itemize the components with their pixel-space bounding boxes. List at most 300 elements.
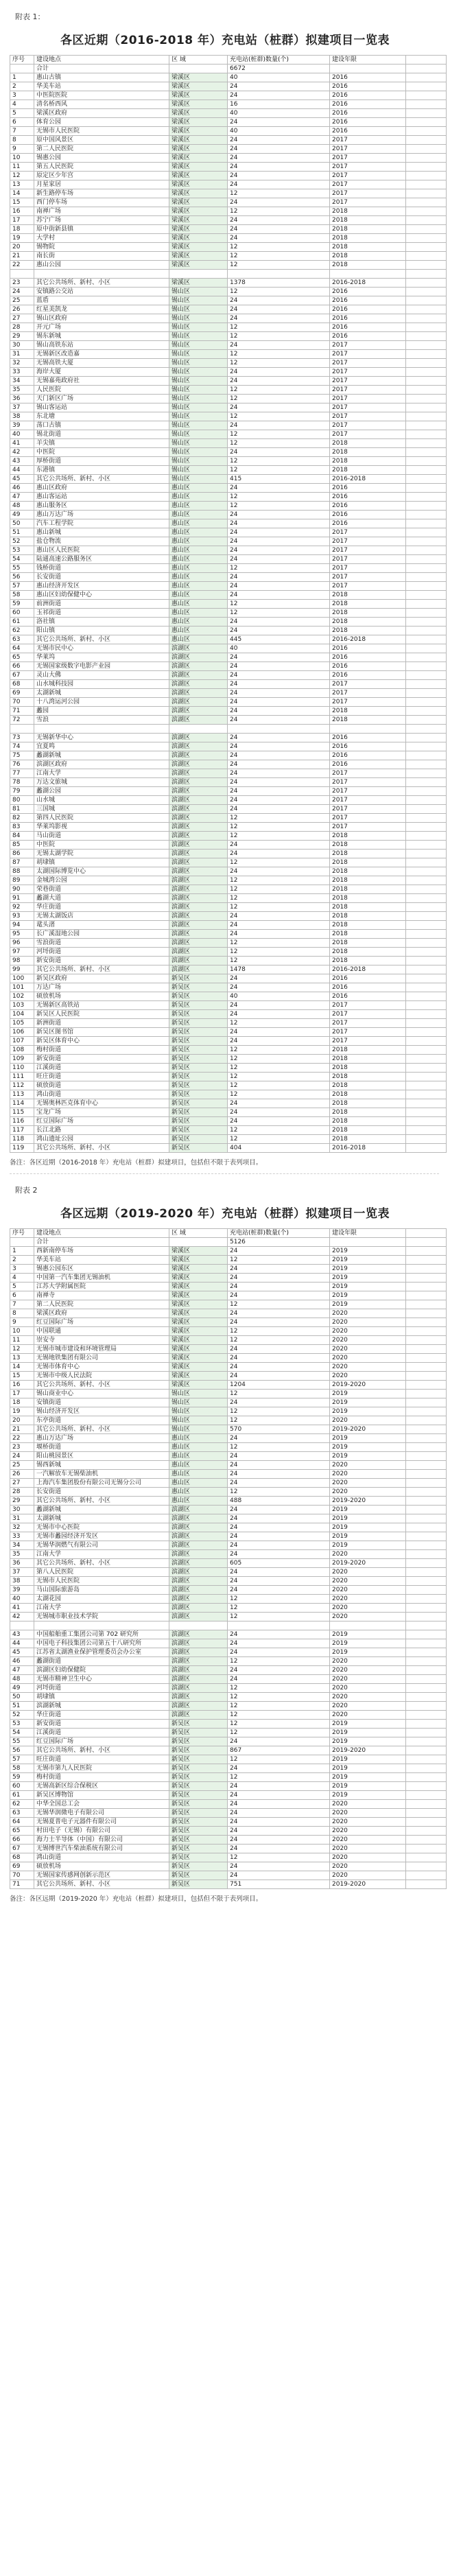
empty-cell [406,1283,447,1291]
cell-location: 长广溪湿地公园 [34,930,169,939]
table-row [10,555,447,564]
cell-location: 华美车站 [34,82,169,91]
cell-location: 惠山区政府 [34,484,169,493]
cell-count: 24 [228,1827,330,1836]
table-row [10,983,447,992]
cell-count: 12 [228,1046,330,1055]
empty-cell [406,457,447,466]
cell-count: 12 [228,395,330,403]
table-row [10,484,447,493]
cell-year: 2017 [330,163,406,172]
cell-year: 2016 [330,511,406,519]
cell-district: 梁溪区 [169,154,228,163]
cell-location: 华美车站 [34,1256,169,1265]
cell-district: 新吴区 [169,1135,228,1144]
empty-cell [406,1416,447,1425]
cell-index: 84 [10,832,34,841]
table-row [10,698,447,707]
cell-count: 24 [228,1532,330,1541]
empty-cell [406,305,447,314]
cell-location: 新吴区图书馆 [34,1028,169,1037]
cell-location: 中医院 [34,841,169,850]
empty-cell [406,1144,447,1153]
cell-location: 其它公共场所、新村、小区 [34,1880,169,1889]
table-row [10,1497,447,1506]
cell-index: 4 [10,1274,34,1283]
cell-location: 旺庄街道 [34,1073,169,1081]
cell-count: 12 [228,1693,330,1702]
empty-cell [406,787,447,796]
cell-index: 111 [10,1073,34,1081]
cell-district: 梁溪区 [169,189,228,198]
cell-count: 12 [228,939,330,948]
cell-location: 其它公共场所、新村、小区 [34,1144,169,1153]
cell-index: 6 [10,118,34,127]
table-row [10,1001,447,1010]
cell-count: 24 [228,225,330,234]
cell-index: 35 [10,386,34,395]
cell-index: 90 [10,885,34,894]
cell-count [228,270,330,279]
cell-year: 2016 [330,519,406,528]
cell-year: 2016 [330,653,406,662]
table-row [10,1845,447,1853]
cell-district: 新吴区 [169,1791,228,1800]
cell-index: 7 [10,1300,34,1309]
cell-year: 2017 [330,154,406,163]
cell-year [330,1621,406,1630]
cell-index: 73 [10,734,34,742]
cell-index: 117 [10,1126,34,1135]
empty-cell [406,100,447,109]
cell-index: 39 [10,1586,34,1595]
attachment2-note: 备注：各区远期（2019-2020 年）充电站（桩群）拟建项目，包括但不限于表列项目。 [10,1895,263,1903]
cell-count: 24 [228,1318,330,1327]
empty-cell [406,591,447,600]
cell-district: 滨湖区 [169,1532,228,1541]
cell-index: 82 [10,814,34,823]
cell-location: 江苏大学附属医院 [34,1283,169,1291]
cell-index: 96 [10,939,34,948]
cell-location: 惠山万达广场 [34,511,169,519]
cell-location: 第二人民医院 [34,145,169,154]
empty-cell [406,502,447,511]
cell-location: 太湖国际博览中心 [34,867,169,876]
empty-cell [406,1064,447,1073]
cell-year: 2019-2020 [330,1559,406,1568]
cell-index: 15 [10,198,34,207]
cell-district: 梁溪区 [169,82,228,91]
cell-count: 751 [228,1880,330,1889]
table-row [10,1238,447,1247]
table-row [10,778,447,787]
cell-district: 新吴区 [169,1862,228,1871]
cell-index: 70 [10,698,34,707]
empty-cell [406,1381,447,1390]
empty-cell [406,261,447,270]
cell-year: 2016 [330,644,406,653]
cell-index: 58 [10,591,34,600]
empty-cell [406,1630,447,1639]
empty-cell [406,1081,447,1090]
table-row [10,252,447,261]
empty-cell [406,644,447,653]
table-row [10,1836,447,1845]
empty-cell [406,91,447,100]
cell-location: 无锡国家传感网创新示范区 [34,1871,169,1880]
cell-index: 19 [10,1407,34,1416]
cell-index [10,1621,34,1630]
cell-index: 91 [10,894,34,903]
cell-district: 锡山区 [169,368,228,377]
cell-year [330,1238,406,1247]
cell-location: 锡山区政府 [34,314,169,323]
cell-district: 滨湖区 [169,930,228,939]
cell-location: 前洲街道 [34,600,169,609]
cell-index: 30 [10,341,34,350]
table-row [10,1108,447,1117]
cell-district: 惠山区 [169,493,228,502]
cell-district: 新吴区 [169,1117,228,1126]
cell-district: 锡山区 [169,475,228,484]
cell-year: 2017 [330,546,406,555]
cell-count: 6672 [228,65,330,73]
empty-cell [406,1880,447,1889]
cell-index: 21 [10,1425,34,1434]
empty-cell [406,1470,447,1479]
empty-cell [406,689,447,698]
cell-district: 滨湖区 [169,1568,228,1577]
cell-year: 2018 [330,912,406,921]
cell-district: 新吴区 [169,1853,228,1862]
cell-count: 12 [228,894,330,903]
cell-year: 2019 [330,1720,406,1729]
cell-location: 无锡市民中心 [34,644,169,653]
empty-cell [406,1497,447,1506]
cell-count: 570 [228,1425,330,1434]
empty-cell [406,270,447,279]
cell-location: 海力士半导体（中国）有限公司 [34,1836,169,1845]
table-row [10,867,447,876]
cell-index: 114 [10,1099,34,1108]
cell-location: 鼋头渚 [34,921,169,930]
table-row [10,573,447,582]
cell-count: 12 [228,350,330,359]
table-row [10,1675,447,1684]
cell-index: 66 [10,662,34,671]
table-row [10,1126,447,1135]
cell-count: 12 [228,1135,330,1144]
empty-cell [406,439,447,448]
table-row [10,448,447,457]
table-row [10,858,447,867]
table-row [10,377,447,386]
cell-year: 2018 [330,841,406,850]
empty-cell [406,65,447,73]
table-row [10,1291,447,1300]
empty-cell [406,341,447,350]
empty-cell [406,350,447,359]
cell-year: 2016 [330,662,406,671]
cell-district: 梁溪区 [169,1345,228,1354]
cell-index: 27 [10,314,34,323]
cell-district: 滨湖区 [169,1630,228,1639]
cell-location: 汽车工程学院 [34,519,169,528]
table-row [10,814,447,823]
table-row [10,1265,447,1274]
cell-count: 12 [228,1055,330,1064]
cell-location: 中国第一汽车集团无锡油机 [34,1274,169,1283]
cell-index: 55 [10,564,34,573]
cell-location: 苏宁广场 [34,216,169,225]
cell-location: 山水城科技园 [34,680,169,689]
cell-count: 24 [228,448,330,457]
cell-year: 2016-2018 [330,965,406,974]
cell-location: 灵山大佛 [34,671,169,680]
cell-index: 61 [10,1791,34,1800]
cell-location: 大学村 [34,234,169,243]
cell-district: 梁溪区 [169,1309,228,1318]
table-row [10,1613,447,1621]
cell-location: 洛社镇 [34,618,169,627]
cell-district: 新吴区 [169,1073,228,1081]
cell-location: 红豆国际广场 [34,1318,169,1327]
cell-district: 梁溪区 [169,163,228,172]
cell-district: 梁溪区 [169,109,228,118]
cell-count: 24 [228,1568,330,1577]
empty-cell [406,1577,447,1586]
cell-year: 2018 [330,252,406,261]
cell-year: 2017 [330,377,406,386]
cell-district: 惠山区 [169,484,228,493]
cell-district: 梁溪区 [169,136,228,145]
empty-cell [406,876,447,885]
cell-index: 38 [10,1577,34,1586]
cell-count: 24 [228,555,330,564]
cell-count: 24 [228,154,330,163]
table-row [10,136,447,145]
table-row [10,1037,447,1046]
cell-count: 24 [228,216,330,225]
cell-year: 2019-2020 [330,1381,406,1390]
cell-district: 滨湖区 [169,1514,228,1523]
cell-count: 12 [228,1256,330,1265]
empty-cell [406,1019,447,1028]
cell-year: 2018 [330,885,406,894]
cell-location: 新吴区政府 [34,974,169,983]
cell-district: 滨湖区 [169,1657,228,1666]
empty-cell [406,109,447,118]
cell-year: 2020 [330,1675,406,1684]
table-row [10,1010,447,1019]
cell-index: 45 [10,1648,34,1657]
empty-cell [406,1055,447,1064]
cell-year: 2019 [330,1274,406,1283]
cell-year: 2018 [330,1046,406,1055]
cell-count: 12 [228,386,330,395]
table-row [10,127,447,136]
cell-year: 2020 [330,1488,406,1497]
cell-index: 87 [10,858,34,867]
cell-index: 53 [10,1720,34,1729]
cell-count: 24 [228,1265,330,1274]
cell-district: 梁溪区 [169,100,228,109]
empty-cell [406,359,447,368]
cell-count: 12 [228,1702,330,1711]
table-row [10,1550,447,1559]
cell-location: 无锡市体育中心 [34,1363,169,1372]
cell-district: 新吴区 [169,1871,228,1880]
table-row [10,725,447,734]
empty-cell [406,484,447,493]
table-row [10,751,447,760]
empty-cell [406,1666,447,1675]
column-header: 建设年限 [330,56,406,65]
table-row [10,475,447,484]
cell-count: 24 [228,1506,330,1514]
cell-location: 天门新区广场 [34,395,169,403]
cell-year: 2020 [330,1684,406,1693]
cell-district: 滨湖区 [169,1541,228,1550]
cell-district: 滨湖区 [169,1595,228,1604]
cell-location: 十八湾运河公园 [34,698,169,707]
cell-year: 2019 [330,1265,406,1274]
cell-count: 24 [228,1372,330,1381]
table-row [10,939,447,948]
attachment2-label: 附表 2 [15,1186,38,1195]
cell-district: 锡山区 [169,403,228,412]
cell-index: 89 [10,876,34,885]
empty-cell [406,1871,447,1880]
cell-index [10,270,34,279]
empty-cell [406,386,447,395]
cell-location: 村田电子（无锡）有限公司 [34,1827,169,1836]
cell-district: 新吴区 [169,1019,228,1028]
cell-count: 24 [228,1309,330,1318]
table-row [10,609,447,618]
cell-year: 2020 [330,1836,406,1845]
cell-year: 2020 [330,1327,406,1336]
table-row [10,457,447,466]
cell-location: 堰桥街道 [34,1443,169,1452]
cell-year: 2016 [330,100,406,109]
cell-district [169,65,228,73]
cell-location: 河埒街道 [34,1684,169,1693]
table-row [10,769,447,778]
cell-district: 梁溪区 [169,1247,228,1256]
cell-count: 24 [228,912,330,921]
cell-index: 31 [10,1514,34,1523]
table-row [10,359,447,368]
cell-district: 惠山区 [169,1470,228,1479]
table-row [10,1390,447,1398]
empty-cell [406,163,447,172]
cell-index: 60 [10,609,34,618]
cell-district: 锡山区 [169,296,228,305]
cell-count: 12 [228,1488,330,1497]
table-row [10,528,447,537]
cell-year: 2016 [330,484,406,493]
cell-count: 24 [228,680,330,689]
empty-cell [406,832,447,841]
cell-index: 64 [10,644,34,653]
table-row [10,1099,447,1108]
cell-count: 24 [228,742,330,751]
cell-year: 2016 [330,288,406,296]
table-row [10,350,447,359]
cell-index: 38 [10,412,34,421]
section-divider [10,1173,439,1174]
cell-district: 新吴区 [169,1755,228,1764]
cell-location: 其它公共场所、新村、小区 [34,635,169,644]
cell-district: 滨湖区 [169,1702,228,1711]
cell-year: 2020 [330,1479,406,1488]
cell-count: 24 [228,921,330,930]
cell-index: 48 [10,502,34,511]
cell-district: 新吴区 [169,992,228,1001]
empty-cell [406,172,447,180]
empty-cell [406,1827,447,1836]
cell-year: 2017 [330,1010,406,1019]
cell-location: 中国电子科技集团公司第五十八研究所 [34,1639,169,1648]
cell-count: 24 [228,1283,330,1291]
cell-location: 清名桥西风 [34,100,169,109]
cell-location: 雪浪街道 [34,939,169,948]
cell-count: 24 [228,760,330,769]
cell-index: 27 [10,1479,34,1488]
cell-year: 2016-2018 [330,1144,406,1153]
cell-location: 长江北路 [34,1126,169,1135]
cell-district: 梁溪区 [169,91,228,100]
cell-year: 2020 [330,1586,406,1595]
empty-cell [406,653,447,662]
empty-cell [406,1318,447,1327]
empty-cell [406,1720,447,1729]
cell-year: 2020 [330,1827,406,1836]
cell-count: 24 [228,751,330,760]
cell-location: 无锡市中级人民法院 [34,1372,169,1381]
cell-index: 68 [10,680,34,689]
cell-year: 2017 [330,680,406,689]
cell-year: 2017 [330,198,406,207]
cell-index: 23 [10,279,34,288]
cell-location: 其它公共场所、新村、小区 [34,1425,169,1434]
cell-location: 华莱坞 [34,653,169,662]
cell-location: 鸿山遗址公园 [34,1135,169,1144]
empty-cell [406,1108,447,1117]
empty-cell [406,1001,447,1010]
cell-year: 2018 [330,930,406,939]
cell-index: 66 [10,1836,34,1845]
cell-location: 雪浪 [34,716,169,725]
table-row [10,707,447,716]
cell-district: 滨湖区 [169,769,228,778]
cell-count: 12 [228,1729,330,1737]
cell-district: 滨湖区 [169,1684,228,1693]
table-row [10,1479,447,1488]
cell-year: 2018 [330,591,406,600]
cell-year: 2018 [330,1117,406,1126]
cell-location: 无锡市蠡园经济开发区 [34,1532,169,1541]
cell-district: 滨湖区 [169,662,228,671]
column-header: 建设地点 [34,56,169,65]
table-row [10,1452,447,1461]
table-row [10,850,447,858]
empty-cell [406,288,447,296]
cell-index: 47 [10,493,34,502]
cell-district: 锡山区 [169,430,228,439]
table-row [10,1791,447,1800]
